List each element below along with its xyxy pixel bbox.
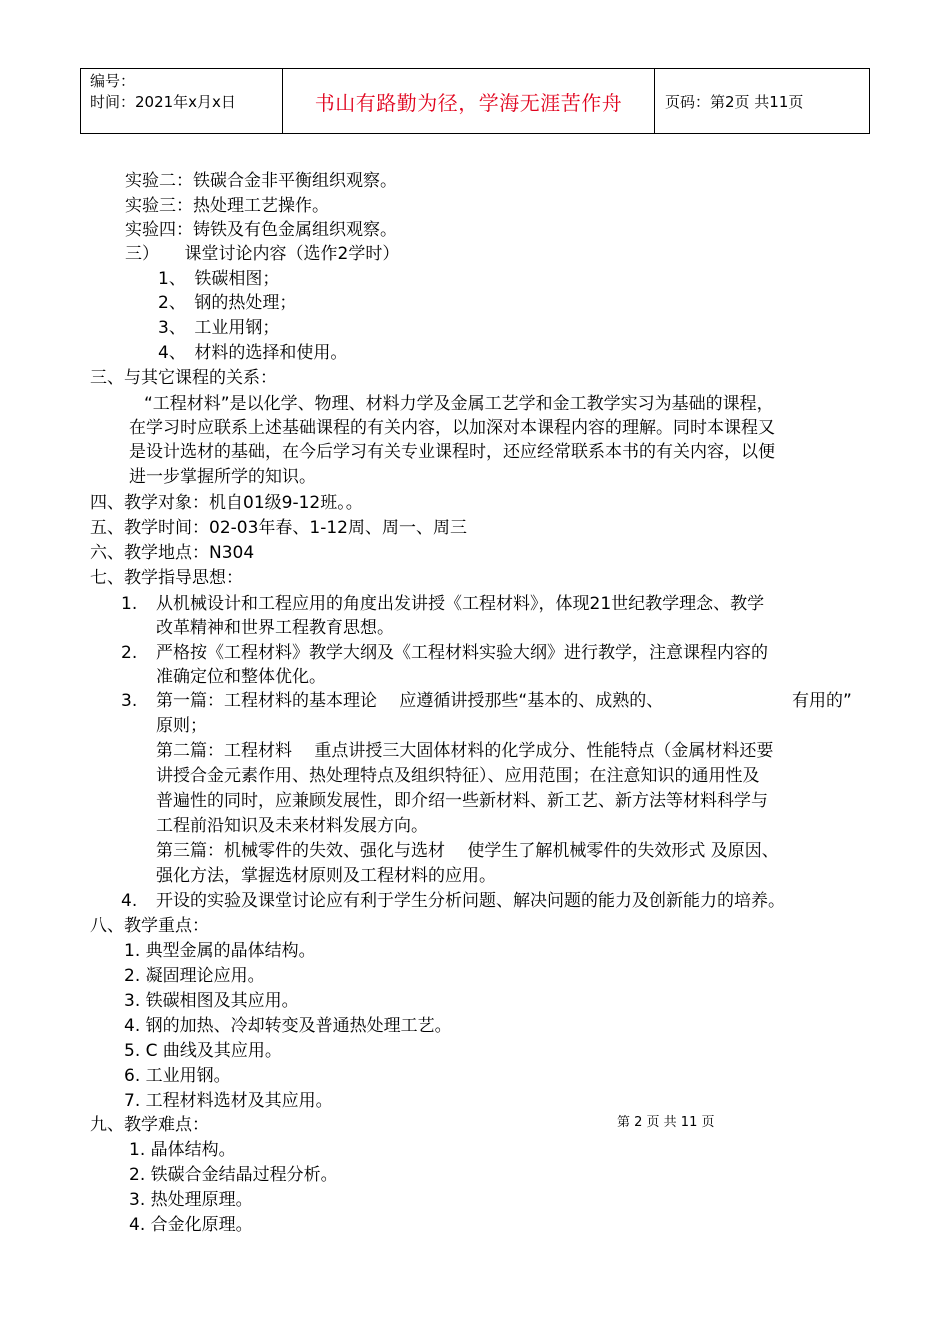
list-number: 4. — [121, 891, 138, 911]
header-page-code: 页码：第2页 共11页 — [665, 92, 804, 111]
list-item-text: 强化方法，掌握选材原则及工程材料的应用。 — [156, 866, 496, 886]
text-line: 实验四：铸铁及有色金属组织观察。 — [125, 220, 397, 240]
section-heading: 三、与其它课程的关系： — [90, 368, 277, 388]
list-item-text: 改革精神和世界工程教育思想。 — [156, 618, 394, 638]
section-heading: 七、教学指导思想： — [90, 568, 243, 588]
list-item: 4、 材料的选择和使用。 — [158, 343, 348, 363]
list-item: 7. 工程材料选材及其应用。 — [124, 1091, 333, 1111]
list-item: 3、 工业用钢； — [158, 318, 280, 338]
section-heading: 三） 课堂讨论内容（选作2学时） — [125, 244, 400, 264]
list-number: 2. — [121, 643, 138, 663]
text-line: 实验二：铁碳合金非平衡组织观察。 — [125, 171, 397, 191]
paragraph-line: 是设计选材的基础，在今后学习有关专业课程时，还应经常联系本书的有关内容，以便 — [129, 442, 775, 462]
list-item-text: 第一篇：工程材料的基本理论 应遵循讲授那些“基本的、成熟的、 — [156, 691, 664, 711]
list-item: 4. 合金化原理。 — [129, 1215, 253, 1235]
list-item: 3. 热处理原理。 — [129, 1190, 253, 1210]
list-item-text: 准确定位和整体优化。 — [156, 667, 326, 687]
list-item: 4. 钢的加热、冷却转变及普通热处理工艺。 — [124, 1016, 452, 1036]
list-item-text: 原则； — [156, 716, 207, 736]
list-item-text: 第三篇：机械零件的失效、强化与选材 使学生了解机械零件的失效形式 及原因、 — [156, 841, 779, 861]
text-line: 实验三：热处理工艺操作。 — [125, 196, 329, 216]
section-heading: 六、教学地点：N304 — [90, 543, 255, 563]
list-item-text: 第二篇：工程材料 重点讲授三大固体材料的化学成分、性能特点（金属材料还要 — [156, 741, 774, 761]
section-heading: 五、教学时间：02-03年春、1-12周、周一、周三 — [90, 518, 467, 538]
list-item-text: 普遍性的同时，应兼顾发展性，即介绍一些新材料、新工艺、新方法等材料科学与 — [156, 791, 768, 811]
list-item: 1. 典型金属的晶体结构。 — [124, 941, 316, 961]
document-number-label: 编号： — [90, 72, 136, 90]
page-header-table — [80, 68, 870, 134]
paragraph-line: 进一步掌握所学的知识。 — [129, 467, 316, 487]
list-item: 1、 铁碳相图； — [158, 269, 280, 289]
list-item: 1. 晶体结构。 — [129, 1140, 236, 1160]
footer-page-number: 第 2 页 共 11 页 — [617, 1115, 715, 1130]
section-heading: 八、教学重点： — [90, 916, 209, 936]
header-motto: 书山有路勤为径，学海无涯苦作舟 — [283, 69, 655, 133]
list-item: 6. 工业用钢。 — [124, 1066, 231, 1086]
list-item: 2. 铁碳合金结晶过程分析。 — [129, 1165, 338, 1185]
list-item-text: 讲授合金元素作用、热处理特点及组织特征）、应用范围；在注意知识的通用性及 — [156, 766, 760, 786]
list-item-text: 工程前沿知识及未来材料发展方向。 — [156, 816, 428, 836]
list-item-text: 有用的” — [792, 691, 852, 711]
list-item-text: 严格按《工程材料》教学大纲及《工程材料实验大纲》进行教学，注意课程内容的 — [156, 643, 768, 663]
paragraph-line: 在学习时应联系上述基础课程的有关内容，以加深对本课程内容的理解。同时本课程又 — [129, 418, 775, 438]
header-left-cell — [81, 69, 283, 133]
list-item: 2. 凝固理论应用。 — [124, 966, 265, 986]
section-heading: 四、教学对象：机自01级9-12班。。 — [90, 493, 363, 513]
list-number: 1. — [121, 594, 138, 614]
paragraph-line: “工程材料”是以化学、物理、材料力学及金属工艺学和金工教学实习为基础的课程， — [144, 394, 774, 414]
list-item: 2、 钢的热处理； — [158, 293, 297, 313]
list-item: 3. 铁碳相图及其应用。 — [124, 991, 299, 1011]
document-time-label: 时间：2021年x月x日 — [90, 93, 236, 111]
list-item: 5. C 曲线及其应用。 — [124, 1041, 282, 1061]
list-item-text: 开设的实验及课堂讨论应有利于学生分析问题、解决问题的能力及创新能力的培养。 — [156, 891, 785, 911]
section-heading: 九、教学难点： — [90, 1115, 209, 1135]
list-number: 3. — [121, 691, 138, 711]
list-item-text: 从机械设计和工程应用的角度出发讲授《工程材料》，体现21世纪教学理念、教学 — [156, 594, 765, 614]
